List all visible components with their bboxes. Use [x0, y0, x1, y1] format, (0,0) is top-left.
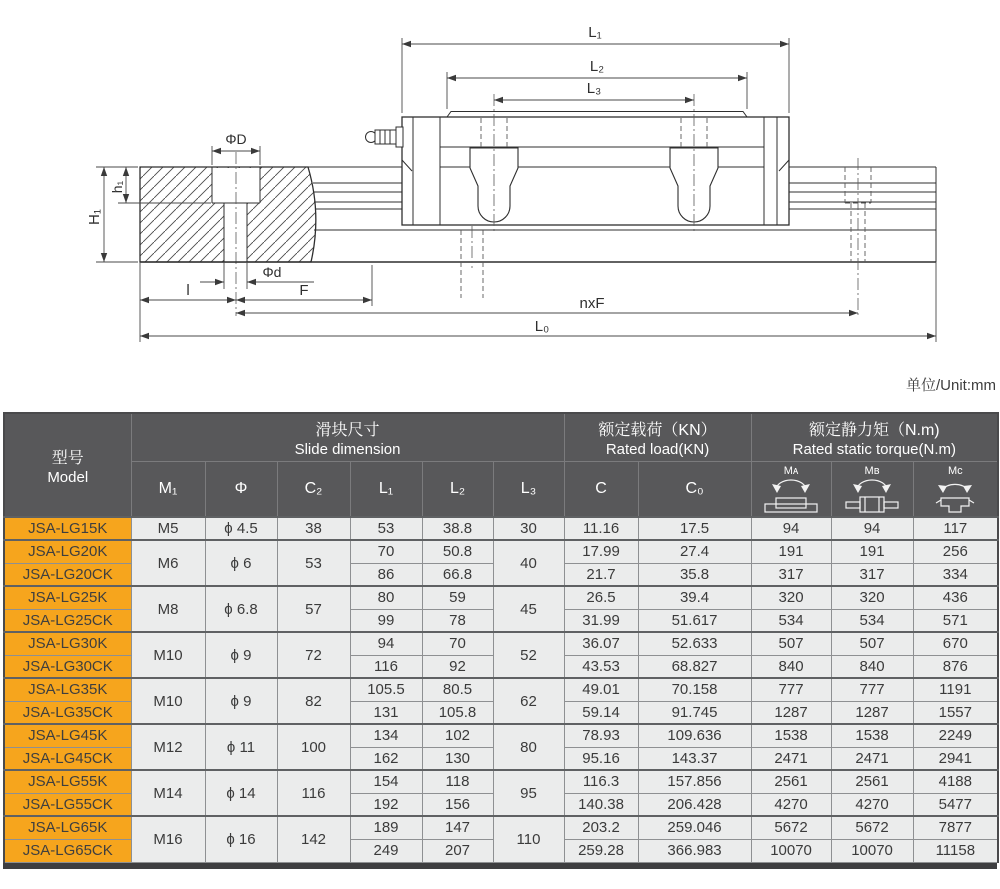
table-row — [4, 632, 998, 655]
value-cell: 78 — [422, 609, 493, 632]
model-cell: JSA-LG45K — [4, 724, 131, 747]
value-cell: 100 — [277, 724, 350, 770]
value-cell: 72 — [277, 632, 350, 678]
value-cell: 534 — [831, 609, 913, 632]
value-cell: 21.7 — [564, 563, 638, 586]
group-header-slide-dimension — [131, 413, 564, 461]
value-cell: ϕ 6 — [205, 540, 277, 586]
dim-label-L1: L₁ — [588, 24, 602, 41]
value-cell: 11.16 — [564, 517, 638, 540]
value-cell: 105.8 — [422, 701, 493, 724]
value-cell: 1557 — [913, 701, 998, 724]
table-bottom-bar — [3, 863, 997, 869]
table-row — [4, 724, 998, 747]
dim-label-H1: H₁ — [86, 209, 103, 225]
value-cell: 249 — [350, 839, 422, 862]
group-header-row — [4, 413, 998, 461]
model-cell: JSA-LG65CK — [4, 839, 131, 862]
value-cell: 59.14 — [564, 701, 638, 724]
value-cell: 95.16 — [564, 747, 638, 770]
dim-label-l: l — [186, 282, 190, 299]
value-cell: 207 — [422, 839, 493, 862]
value-cell: 82 — [277, 678, 350, 724]
value-cell: 2561 — [831, 770, 913, 793]
torque-mb-icon — [840, 477, 904, 515]
slide-block — [366, 94, 790, 232]
col-header-l1: L₁ — [350, 461, 422, 517]
group-header-static-torque — [751, 413, 998, 461]
table-row — [4, 517, 998, 540]
value-cell: 38.8 — [422, 517, 493, 540]
col-header-c2: C₂ — [277, 461, 350, 517]
value-cell: 140.38 — [564, 793, 638, 816]
value-cell: 131 — [350, 701, 422, 724]
value-cell: 259.046 — [638, 816, 751, 839]
dim-label-F: F — [299, 282, 309, 299]
value-cell: 507 — [831, 632, 913, 655]
value-cell: 157.856 — [638, 770, 751, 793]
value-cell: 334 — [913, 563, 998, 586]
value-cell: 156 — [422, 793, 493, 816]
value-cell: 2471 — [831, 747, 913, 770]
mb-label: Mʙ — [864, 464, 880, 477]
value-cell: 39.4 — [638, 586, 751, 609]
col-header-l2: L₂ — [422, 461, 493, 517]
value-cell: 134 — [350, 724, 422, 747]
col-header-ma — [751, 461, 831, 517]
value-cell: 17.99 — [564, 540, 638, 563]
ma-label: Mᴀ — [783, 464, 799, 477]
dim-label-L2: L₂ — [589, 58, 605, 75]
value-cell: ϕ 14 — [205, 770, 277, 816]
model-cell: JSA-LG20K — [4, 540, 131, 563]
value-cell: 70 — [350, 540, 422, 563]
value-cell: 876 — [913, 655, 998, 678]
value-cell: 59 — [422, 586, 493, 609]
value-cell: ϕ 9 — [205, 678, 277, 724]
value-cell: 320 — [831, 586, 913, 609]
value-cell: 94 — [350, 632, 422, 655]
value-cell: 35.8 — [638, 563, 751, 586]
value-cell: 840 — [751, 655, 831, 678]
value-cell: 36.07 — [564, 632, 638, 655]
spec-table-wrap — [3, 412, 997, 869]
value-cell: 670 — [913, 632, 998, 655]
value-cell: 17.5 — [638, 517, 751, 540]
value-cell: 777 — [831, 678, 913, 701]
value-cell: 11158 — [913, 839, 998, 862]
model-cell: JSA-LG30K — [4, 632, 131, 655]
value-cell: 27.4 — [638, 540, 751, 563]
value-cell: 110 — [493, 816, 564, 862]
torque-mc-icon — [923, 477, 987, 515]
value-cell: 154 — [350, 770, 422, 793]
value-cell: 94 — [751, 517, 831, 540]
table-row — [4, 586, 998, 609]
value-cell: 4188 — [913, 770, 998, 793]
value-cell: M14 — [131, 770, 205, 816]
value-cell: 62 — [493, 678, 564, 724]
value-cell: 50.8 — [422, 540, 493, 563]
technical-drawing — [0, 0, 1000, 405]
col-header-c0: C₀ — [638, 461, 751, 517]
value-cell: 70.158 — [638, 678, 751, 701]
dim-label-h1: h₁ — [109, 180, 125, 194]
value-cell: 130 — [422, 747, 493, 770]
value-cell: 30 — [493, 517, 564, 540]
value-cell: ϕ 9 — [205, 632, 277, 678]
value-cell: 5672 — [751, 816, 831, 839]
value-cell: 191 — [831, 540, 913, 563]
value-cell: 38 — [277, 517, 350, 540]
dim-label-phiD: ΦD — [225, 131, 247, 147]
value-cell: 2471 — [751, 747, 831, 770]
value-cell: 92 — [422, 655, 493, 678]
group-header-en: Rated static torque(N.m) — [792, 440, 956, 458]
value-cell: 68.827 — [638, 655, 751, 678]
value-cell: M8 — [131, 586, 205, 632]
value-cell: 40 — [493, 540, 564, 586]
value-cell: M6 — [131, 540, 205, 586]
value-cell: 116 — [350, 655, 422, 678]
dim-label-phid: Φd — [262, 264, 282, 280]
value-cell: 147 — [422, 816, 493, 839]
spec-table-body — [4, 517, 998, 862]
value-cell: 52.633 — [638, 632, 751, 655]
value-cell: 7877 — [913, 816, 998, 839]
value-cell: 78.93 — [564, 724, 638, 747]
model-cell: JSA-LG65K — [4, 816, 131, 839]
value-cell: 192 — [350, 793, 422, 816]
model-cell: JSA-LG55K — [4, 770, 131, 793]
value-cell: 99 — [350, 609, 422, 632]
model-cell: JSA-LG55CK — [4, 793, 131, 816]
value-cell: 840 — [831, 655, 913, 678]
value-cell: M5 — [131, 517, 205, 540]
value-cell: 91.745 — [638, 701, 751, 724]
torque-ma-icon — [759, 477, 823, 515]
value-cell: 1191 — [913, 678, 998, 701]
model-cell: JSA-LG15K — [4, 517, 131, 540]
value-cell: 571 — [913, 609, 998, 632]
model-cell: JSA-LG35K — [4, 678, 131, 701]
rail-section — [140, 152, 316, 316]
value-cell: 777 — [751, 678, 831, 701]
col-header-mc — [913, 461, 998, 517]
mc-label: Mᴄ — [947, 464, 963, 477]
value-cell: 53 — [350, 517, 422, 540]
model-cell: JSA-LG25K — [4, 586, 131, 609]
value-cell: 206.428 — [638, 793, 751, 816]
value-cell: 49.01 — [564, 678, 638, 701]
value-cell: 105.5 — [350, 678, 422, 701]
value-cell: 52 — [493, 632, 564, 678]
value-cell: 366.983 — [638, 839, 751, 862]
value-cell: 80.5 — [422, 678, 493, 701]
group-header-cn: 额定静力矩（N.m) — [808, 421, 940, 439]
model-header-cn: 型号 — [51, 449, 84, 467]
value-cell: 31.99 — [564, 609, 638, 632]
col-header-phi: Φ — [205, 461, 277, 517]
value-cell: 2561 — [751, 770, 831, 793]
value-cell: 66.8 — [422, 563, 493, 586]
value-cell: 10070 — [751, 839, 831, 862]
model-column-header — [4, 413, 131, 517]
value-cell: M12 — [131, 724, 205, 770]
value-cell: M10 — [131, 632, 205, 678]
spec-table — [3, 412, 999, 863]
group-header-rated-load — [564, 413, 751, 461]
group-header-cn: 额定载荷（KN） — [598, 421, 717, 439]
value-cell: 116 — [277, 770, 350, 816]
value-cell: M16 — [131, 816, 205, 862]
value-cell: 80 — [493, 724, 564, 770]
value-cell: 1287 — [751, 701, 831, 724]
value-cell: 317 — [751, 563, 831, 586]
value-cell: 256 — [913, 540, 998, 563]
value-cell: 86 — [350, 563, 422, 586]
model-cell: JSA-LG30CK — [4, 655, 131, 678]
dim-label-L3: L₃ — [586, 80, 602, 97]
value-cell: 43.53 — [564, 655, 638, 678]
col-header-mb — [831, 461, 913, 517]
value-cell: 162 — [350, 747, 422, 770]
value-cell: 26.5 — [564, 586, 638, 609]
group-header-cn: 滑块尺寸 — [315, 421, 380, 439]
dim-label-L0: L₀ — [534, 318, 550, 335]
model-header-en: Model — [47, 468, 89, 486]
model-cell: JSA-LG20CK — [4, 563, 131, 586]
value-cell: 10070 — [831, 839, 913, 862]
value-cell: 94 — [831, 517, 913, 540]
dim-label-nxF: nxF — [579, 295, 605, 312]
value-cell: ϕ 16 — [205, 816, 277, 862]
value-cell: M10 — [131, 678, 205, 724]
value-cell: 70 — [422, 632, 493, 655]
value-cell: 5477 — [913, 793, 998, 816]
table-row — [4, 540, 998, 563]
group-header-en: Rated load(KN) — [605, 440, 710, 458]
value-cell: ϕ 11 — [205, 724, 277, 770]
value-cell: 51.617 — [638, 609, 751, 632]
value-cell: 117 — [913, 517, 998, 540]
value-cell: 5672 — [831, 816, 913, 839]
table-row — [4, 678, 998, 701]
value-cell: 142 — [277, 816, 350, 862]
value-cell: 507 — [751, 632, 831, 655]
value-cell: 191 — [751, 540, 831, 563]
value-cell: 118 — [422, 770, 493, 793]
value-cell: 436 — [913, 586, 998, 609]
value-cell: 534 — [751, 609, 831, 632]
unit-label: 单位/Unit:mm — [905, 377, 996, 394]
value-cell: 4270 — [751, 793, 831, 816]
value-cell: 203.2 — [564, 816, 638, 839]
sub-header-row — [4, 461, 998, 517]
value-cell: 189 — [350, 816, 422, 839]
value-cell: 102 — [422, 724, 493, 747]
value-cell: 95 — [493, 770, 564, 816]
group-header-en: Slide dimension — [294, 440, 401, 458]
value-cell: 317 — [831, 563, 913, 586]
col-header-c: C — [564, 461, 638, 517]
value-cell: 4270 — [831, 793, 913, 816]
value-cell: 80 — [350, 586, 422, 609]
model-cell: JSA-LG25CK — [4, 609, 131, 632]
value-cell: ϕ 6.8 — [205, 586, 277, 632]
value-cell: 53 — [277, 540, 350, 586]
value-cell: 259.28 — [564, 839, 638, 862]
model-cell: JSA-LG35CK — [4, 701, 131, 724]
col-header-l3: L₃ — [493, 461, 564, 517]
value-cell: 2249 — [913, 724, 998, 747]
value-cell: 1287 — [831, 701, 913, 724]
value-cell: 1538 — [831, 724, 913, 747]
table-row — [4, 770, 998, 793]
grease-nipple-icon — [366, 127, 404, 147]
col-header-m1: M₁ — [131, 461, 205, 517]
value-cell: 109.636 — [638, 724, 751, 747]
value-cell: 1538 — [751, 724, 831, 747]
model-cell: JSA-LG45CK — [4, 747, 131, 770]
value-cell: 2941 — [913, 747, 998, 770]
value-cell: 116.3 — [564, 770, 638, 793]
value-cell: 320 — [751, 586, 831, 609]
value-cell: 57 — [277, 586, 350, 632]
table-row — [4, 816, 998, 839]
value-cell: 143.37 — [638, 747, 751, 770]
value-cell: 45 — [493, 586, 564, 632]
value-cell: ϕ 4.5 — [205, 517, 277, 540]
